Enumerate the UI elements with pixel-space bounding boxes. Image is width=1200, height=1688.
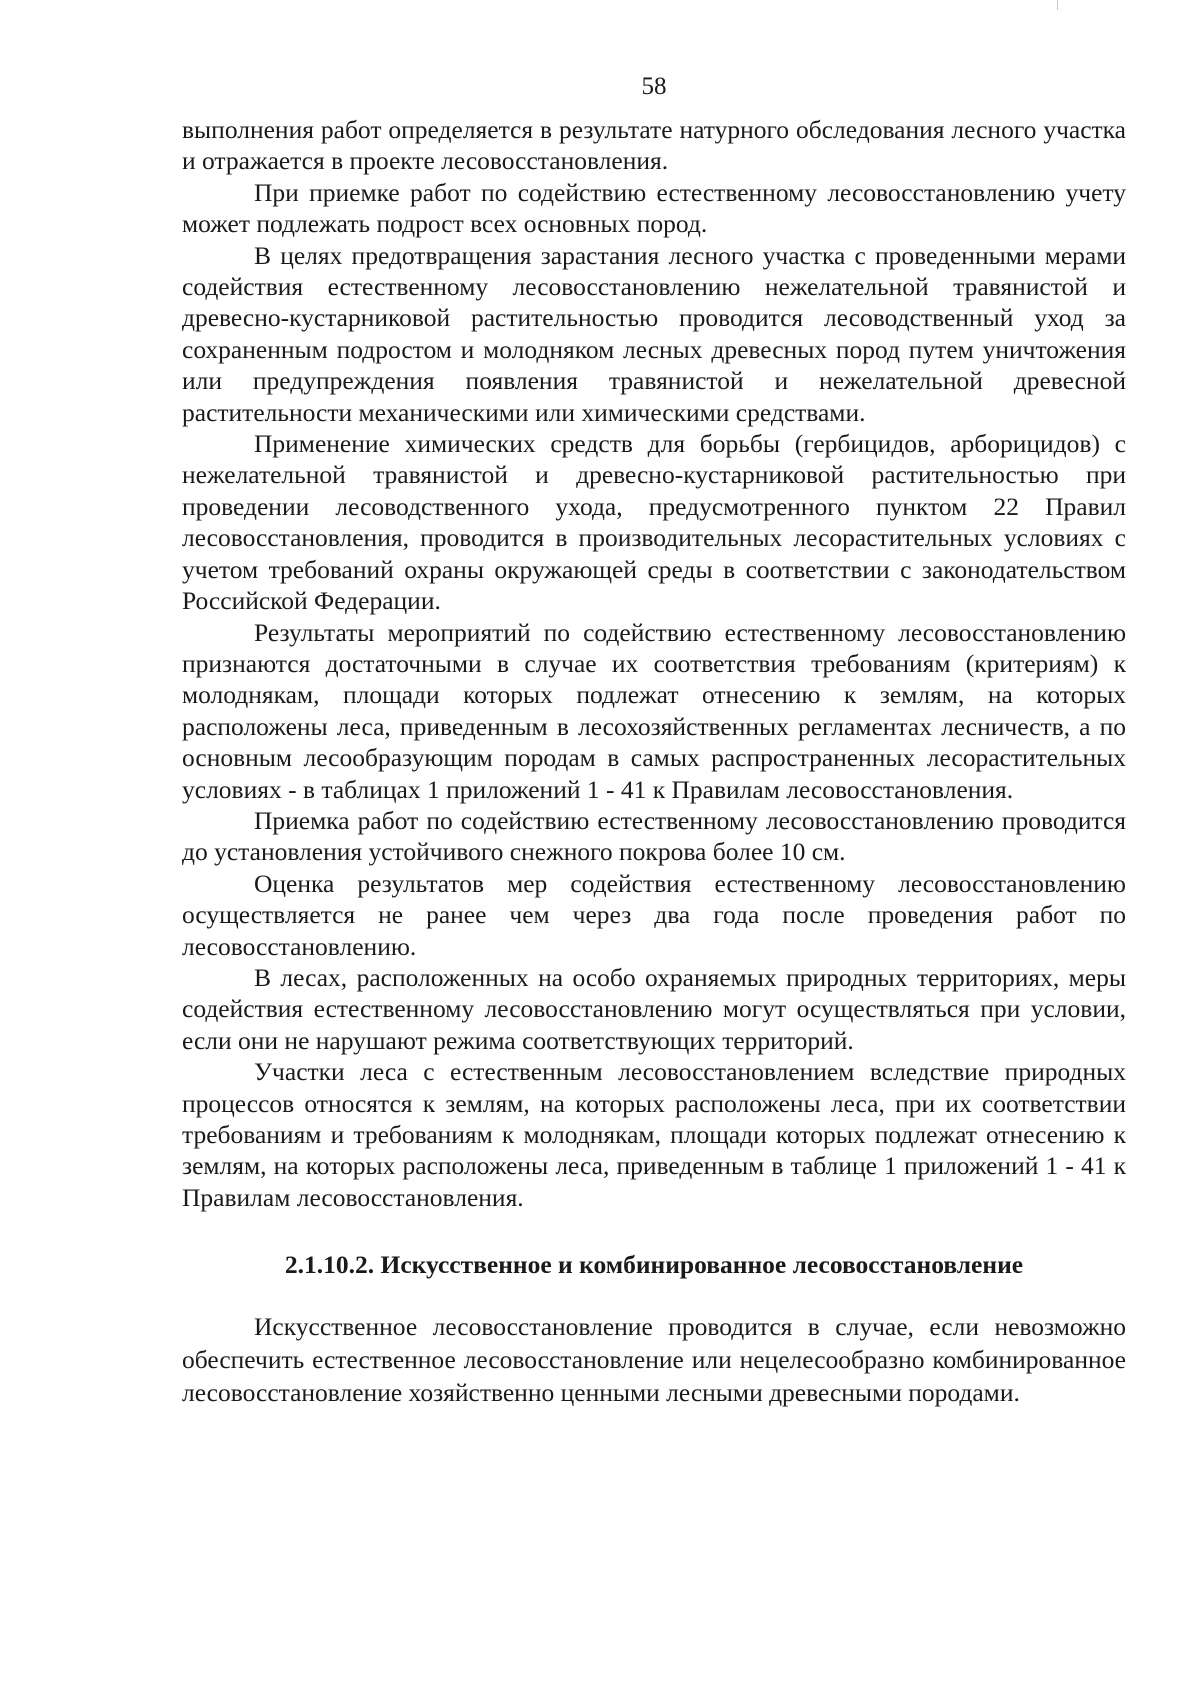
paragraph: Участки леса с естественным лесовосстановлением вследствие природных процессов относятся к землям, на которых расположены леса, при их соответствии требованиям и требованиям к молоднякам, площади которых подлежат отнесению к землям, на которых расположены леса, приведенным в таблице 1 приложений 1 - 41 к Правилам лесовосстановления. xyxy=(182,1057,1126,1212)
scan-edge-mark xyxy=(1057,0,1058,10)
section-heading: 2.1.10.2. Искусственное и комбинированное лесовосстановление xyxy=(284,1250,1024,1280)
paragraph: В лесах, расположенных на особо охраняемых природных территориях, меры содействия естественному лесовосстановлению могут осуществляться при условии, если они не нарушают режима соответствующих территорий. xyxy=(182,962,1126,1055)
paragraph: выполнения работ определяется в результате натурного обследования лесного участка и отражается в проекте лесовосстановления. xyxy=(182,115,1126,176)
document-page xyxy=(182,72,1126,1409)
paragraph: Искусственное лесовосстановление проводится в случае, если невозможно обеспечить естественное лесовосстановление или нецелесообразно комбинированное лесовосстановление хозяйственно ценными лесными древесными породами. xyxy=(182,1312,1126,1408)
paragraph: В целях предотвращения зарастания лесного участка с проведенными мерами содействия естественному лесовосстановлению нежелательной травянистой и древесно-кустарниковой растительностью проводится лесоводственный уход за сохраненным подростом и молодняком лесных древесных пород путем уничтожения или предупреждения появления травянистой и нежелательной древесной растительности механическими или химическими средствами. xyxy=(182,240,1126,427)
paragraph: Приемка работ по содействию естественному лесовосстановлению проводится до установления устойчивого снежного покрова более 10 см. xyxy=(182,805,1126,867)
paragraph: Результаты мероприятий по содействию естественному лесовосстановлению признаются достаточными в случае их соответствия требованиям (критериям) к молоднякам, площади которых подлежат отнесению к землям, на которых расположены леса, приведенным в лесохозяйственных регламентах лесничеств, а по основным лесообразующим породам в самых распространенных лесорастительных условиях - в таблицах 1 приложений 1 - 41 к Правилам лесовосстановления. xyxy=(182,617,1126,804)
paragraph: Оценка результатов мер содействия естественному лесовосстановлению осуществляется не ранее чем через два года после проведения работ по лесовосстановлению. xyxy=(182,868,1126,961)
paragraph: При приемке работ по содействию естественному лесовосстановлению учету может подлежать подрост всех основных пород. xyxy=(182,177,1126,239)
page-number: 58 xyxy=(641,73,667,100)
paragraph: Применение химических средств для борьбы (гербицидов, арборицидов) с нежелательной травянистой и древесно-кустарниковой растительностью при проведении лесоводственного ухода, предусмотренного пунктом 22 Правил лесовосстановления, проводится в производительных лесорастительных условиях с учетом требований охраны окружающей среды в соответствии с законодательством Российской Федерации. xyxy=(182,429,1126,616)
